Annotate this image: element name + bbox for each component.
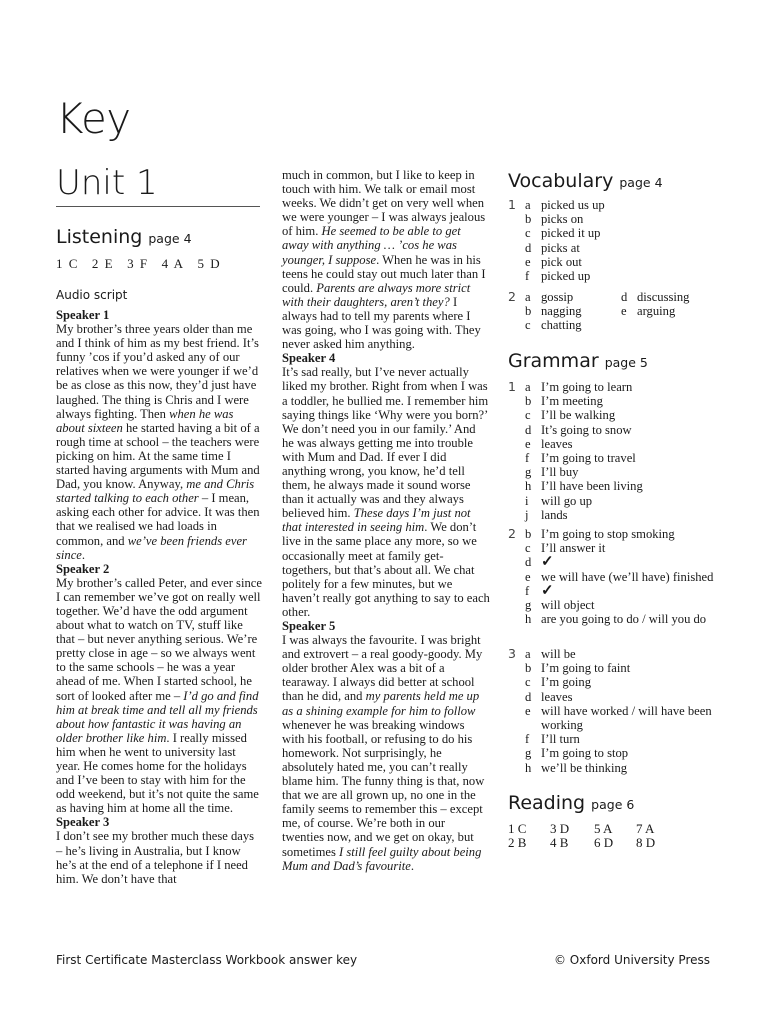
- script-paragraph: [282, 168, 490, 351]
- item-letter: a: [525, 647, 531, 661]
- footer-copyright: © Oxford University Press: [553, 953, 710, 967]
- item-answer: picked us up: [541, 198, 605, 212]
- answer: 1 C: [508, 821, 527, 836]
- answer-item: [525, 465, 718, 479]
- answer-item: [525, 212, 718, 226]
- script-text: . We don’t live in the same place any more, so we occasionally meet at family get-togethers, but that’s about all. We chat politely for a few minutes, but we haven’t really got anything to say to each other.: [282, 520, 490, 619]
- script-text: I always had to tell my parents where I was going, who I was going with. They never asked him anything.: [282, 294, 481, 352]
- item-answer: I’m going to travel: [541, 451, 636, 466]
- answer-item: [525, 290, 621, 304]
- exercise-number: 2: [508, 526, 516, 541]
- item-answer: we will have (we’ll have) finished: [541, 569, 714, 584]
- grammar-page: page 5: [604, 355, 648, 370]
- listening-answers: [56, 256, 234, 272]
- item-letter: c: [525, 226, 531, 241]
- item-answer: lands: [541, 507, 568, 522]
- answer-highlight: I still feel guilty about being Mum and Dad’s favourite: [282, 844, 482, 873]
- item-letter: c: [525, 675, 531, 690]
- audio-script-column-2: [282, 168, 490, 873]
- item-answer: nagging: [541, 304, 582, 319]
- item-answer: leaves: [541, 436, 573, 451]
- item-answer: I’m meeting: [541, 394, 603, 409]
- item-letter: f: [525, 451, 530, 466]
- item-letter: a: [525, 290, 531, 304]
- answer-item: [525, 555, 728, 569]
- script-paragraph: [56, 576, 262, 816]
- script-text: much in common, but I like to keep in touch with him. We talk or email most weeks. We didn’t get on very well when we were younger – I was always jealous of him.: [282, 168, 486, 239]
- answer-item: [525, 241, 718, 255]
- item-answer: I’ll have been living: [541, 479, 643, 494]
- answer-item: [525, 394, 718, 408]
- item-answer: are you going to do / will you do: [541, 612, 707, 627]
- item-answer: discussing: [637, 290, 690, 304]
- vocabulary-ex2: [508, 290, 718, 333]
- item-answer: I’m going to faint: [541, 661, 631, 676]
- answer-item: [525, 226, 718, 240]
- vocabulary-heading: [508, 172, 663, 191]
- item-answer: will object: [541, 598, 595, 613]
- answer: 2 E: [91, 256, 114, 271]
- answer-highlight: me and Chris started talking to each other: [56, 477, 255, 506]
- answer-highlight: Parents are always more strict with their daughters, aren’t they?: [282, 280, 471, 309]
- item-answer: picked up: [541, 269, 591, 284]
- answer-item: [525, 661, 728, 675]
- item-answer: leaves: [541, 689, 573, 704]
- divider: [56, 206, 260, 207]
- answer-item: [525, 732, 728, 746]
- exercise-number: 3: [508, 646, 516, 661]
- item-letter: g: [525, 465, 532, 480]
- answer: 4 A: [161, 256, 184, 271]
- script-text: My brother’s three years older than me and I think of him as my best friend. It’s funny ’cos if you’d asked any of our relatives when we were younger if we’d be as close as this now, they’d just have laughed. The thing is Chris and I were always fighting. Then: [56, 322, 259, 421]
- reading-title: Reading: [508, 792, 586, 814]
- answer-item: [525, 570, 728, 584]
- grammar-title: Grammar: [508, 350, 599, 372]
- item-letter: c: [525, 408, 531, 423]
- answer-highlight: my parents held me up as a shining example for him to follow: [282, 689, 480, 718]
- item-letter: b: [525, 212, 532, 227]
- answer-item: [525, 598, 728, 612]
- answer-item: [525, 255, 718, 269]
- script-text: . I really missed him when he went to university last year. He comes home for the holidays and I’ve been to stay with him for the odd weekend, but it’s not quite the same as having him at home all the time.: [56, 730, 259, 816]
- script-text: .: [410, 858, 415, 873]
- vocabulary-ex1: [508, 198, 718, 283]
- item-answer: I’m going to stop: [541, 746, 629, 761]
- script-paragraph: [282, 633, 490, 873]
- item-letter: d: [525, 555, 532, 570]
- script-paragraph: [56, 322, 262, 562]
- answer: 3 D: [550, 821, 570, 836]
- speaker-label: Speaker 1: [56, 308, 110, 322]
- answer-item: [525, 746, 728, 760]
- item-letter: b: [525, 661, 532, 676]
- answer-item: [525, 508, 718, 522]
- answer-list: [525, 647, 728, 775]
- exercise-number: 1: [508, 197, 516, 212]
- answer-item: [525, 318, 621, 332]
- item-answer: will go up: [541, 493, 593, 508]
- item-letter: e: [525, 254, 531, 269]
- answer-item: [525, 527, 728, 541]
- item-letter: f: [525, 732, 530, 747]
- item-answer: I’ll buy: [541, 465, 579, 480]
- grammar-ex1: [508, 380, 718, 522]
- answer-item: [525, 423, 718, 437]
- item-letter: b: [525, 527, 532, 541]
- item-letter: e: [525, 703, 531, 718]
- item-letter: e: [525, 569, 531, 584]
- vocabulary-title: Vocabulary: [508, 170, 614, 192]
- item-letter: e: [525, 436, 531, 451]
- answer-item: [525, 612, 728, 626]
- item-answer: I’ll answer it: [541, 541, 606, 556]
- item-letter: e: [621, 304, 627, 319]
- item-answer: we’ll be thinking: [541, 760, 628, 775]
- answer-item: [525, 690, 728, 704]
- item-answer: I’m going to learn: [541, 380, 633, 394]
- listening-title: Listening: [56, 226, 143, 248]
- item-letter: h: [525, 760, 532, 775]
- item-letter: d: [525, 240, 532, 255]
- item-letter: b: [525, 304, 532, 319]
- item-answer: chatting: [541, 318, 582, 333]
- reading-heading: [508, 794, 634, 813]
- item-answer: I’ll be walking: [541, 408, 616, 423]
- answer-highlight: we’ve been friends ever since: [56, 533, 247, 562]
- item-letter: d: [525, 689, 532, 704]
- answer-item: [525, 675, 728, 689]
- audio-script-heading: Audio script: [56, 288, 128, 302]
- item-letter: g: [525, 598, 532, 613]
- speaker-label: Speaker 2: [56, 561, 110, 576]
- item-letter: h: [525, 612, 532, 627]
- script-text: It’s sad really, but I’ve never actually liked my brother. Right from when I was a toddler, he bullied me. I remember him saying things like ‘Why were you born?’ We don’t need you in our family.’ And he was always getting me into trouble with Mum and Dad. If ever I did anything wrong, you know, he’d tell them, he always made it sound worse than it actually was and they always believed him.: [282, 365, 489, 521]
- script-text: .: [81, 547, 86, 562]
- answer-item: [525, 380, 718, 394]
- item-answer: picks at: [541, 240, 580, 255]
- answer-item: [525, 437, 718, 451]
- item-letter: a: [525, 198, 531, 212]
- answer-item: [621, 304, 721, 318]
- exercise-number: 2: [508, 289, 516, 304]
- answer-item: [525, 304, 621, 318]
- answer-list: [525, 198, 718, 283]
- script-text: My brother’s called Peter, and ever since I can remember we’ve got on really well together. We’d have the odd argument about what to watch on TV, stuff like that – but never anything serious. We’re pretty close in age – so we always went to the same schools – he was a year ahead of me. When I started school, he sort of looked after me –: [56, 575, 262, 703]
- answer-item: [525, 704, 728, 732]
- reading-row: [508, 836, 676, 850]
- answer-item: [525, 584, 728, 598]
- answer-item: [525, 479, 718, 493]
- grammar-heading: [508, 352, 648, 371]
- answer-highlight: when he was about sixteen: [56, 406, 234, 435]
- speaker-label: Speaker 4: [282, 351, 336, 366]
- grammar-ex3: [508, 647, 728, 775]
- item-letter: c: [525, 541, 531, 556]
- item-letter: g: [525, 746, 532, 761]
- answer-item: [525, 269, 718, 283]
- script-text: he started having a bit of a rough time at school – the teachers were picking on him. At the same time I started having arguments with Mum and Dad, you know. Anyway,: [56, 420, 260, 492]
- item-answer: It’s going to snow: [541, 422, 632, 437]
- reading-row: [508, 822, 676, 836]
- vocabulary-page: page 4: [619, 175, 663, 190]
- answer-item: [525, 761, 728, 775]
- item-letter: j: [525, 507, 529, 522]
- page-title: Key: [56, 94, 131, 143]
- speaker-label: Speaker 5: [282, 619, 336, 633]
- answer-highlight: I’d go and find him at break time and tell all my friends about how fantastic it was having an older brother like him: [56, 688, 259, 745]
- answer-highlight: He seemed to be able to get away with anything … ’cos he was younger, I suppose: [282, 224, 461, 267]
- item-answer: I’ll turn: [541, 732, 580, 747]
- answer-highlight: These days I’m just not that interested in seeing him: [282, 506, 471, 535]
- answer-item: [525, 494, 718, 508]
- check-icon: ✓: [541, 582, 554, 599]
- listening-heading: [56, 228, 192, 247]
- check-icon: ✓: [541, 554, 554, 571]
- item-answer: I’m going to stop smoking: [541, 527, 675, 541]
- answer: 2 B: [508, 835, 527, 850]
- grammar-ex2: [508, 527, 728, 626]
- answer: 6 D: [594, 835, 614, 850]
- item-answer: I’m going: [541, 675, 592, 690]
- item-letter: h: [525, 479, 532, 494]
- reading-answers: [508, 822, 676, 850]
- answer: 8 D: [636, 835, 656, 850]
- answer: 3 F: [127, 256, 148, 271]
- item-letter: d: [621, 290, 628, 304]
- item-letter: a: [525, 380, 531, 394]
- item-answer: gossip: [541, 290, 574, 304]
- script-text: I don’t see my brother much these days – he’s living in Australia, but I know he’s at the end of a telephone if I need him. We don’t have that: [56, 829, 255, 886]
- item-answer: will have worked / will have been working: [541, 703, 712, 733]
- answer-item: [525, 647, 728, 661]
- item-letter: f: [525, 269, 530, 284]
- answer-item: [525, 541, 728, 555]
- item-answer: pick out: [541, 254, 582, 269]
- answer-item: [525, 451, 718, 465]
- item-letter: c: [525, 318, 531, 333]
- script-text: I was always the favourite. I was bright and extrovert – a real goody-goody. My older brother Alex was a bit of a tearaway. I always did better at school than he did, and: [282, 633, 483, 704]
- script-text: – I mean, asking each other for advice. It was then that we realised we had loads in common, and: [56, 491, 260, 548]
- audio-script-column-1: [56, 308, 262, 886]
- exercise-number: 1: [508, 379, 516, 394]
- script-text: whenever he was breaking windows with his football, or refusing to do his homework. Not surprisingly, he absolutely hated me, you can’t really blame him. The funny thing is that, now that we are all grown up, no one in the family seems to remember this – except me, of course. We’re both in our twenties now, and we get on okay, but sometimes: [282, 717, 485, 859]
- item-letter: f: [525, 583, 530, 598]
- answer: 7 A: [636, 821, 655, 836]
- item-answer: picked it up: [541, 226, 601, 241]
- answer-list: [525, 380, 718, 522]
- script-paragraph: [282, 365, 490, 619]
- item-letter: d: [525, 422, 532, 437]
- footer-title: First Certificate Masterclass Workbook answer key: [56, 953, 358, 967]
- answer: 5 A: [594, 821, 613, 836]
- unit-title: Unit 1: [56, 163, 158, 203]
- item-letter: b: [525, 394, 532, 409]
- listening-page: page 4: [148, 231, 192, 246]
- answer: 5 D: [197, 256, 221, 271]
- item-answer: arguing: [637, 304, 676, 319]
- answer: 4 B: [550, 835, 569, 850]
- answer-item: [525, 408, 718, 422]
- answer-item: [525, 198, 718, 212]
- answer-item: [621, 290, 721, 304]
- item-answer: will be: [541, 647, 576, 661]
- item-answer: picks on: [541, 212, 584, 227]
- answer: 1 C: [56, 256, 78, 271]
- reading-page: page 6: [591, 797, 635, 812]
- script-paragraph: [56, 829, 262, 885]
- item-letter: i: [525, 493, 529, 508]
- script-text: . When he was in his teens he could stay out much later than I could.: [282, 252, 486, 295]
- answer-list: [525, 527, 728, 626]
- speaker-label: Speaker 3: [56, 815, 110, 830]
- answer-list: [525, 290, 718, 333]
